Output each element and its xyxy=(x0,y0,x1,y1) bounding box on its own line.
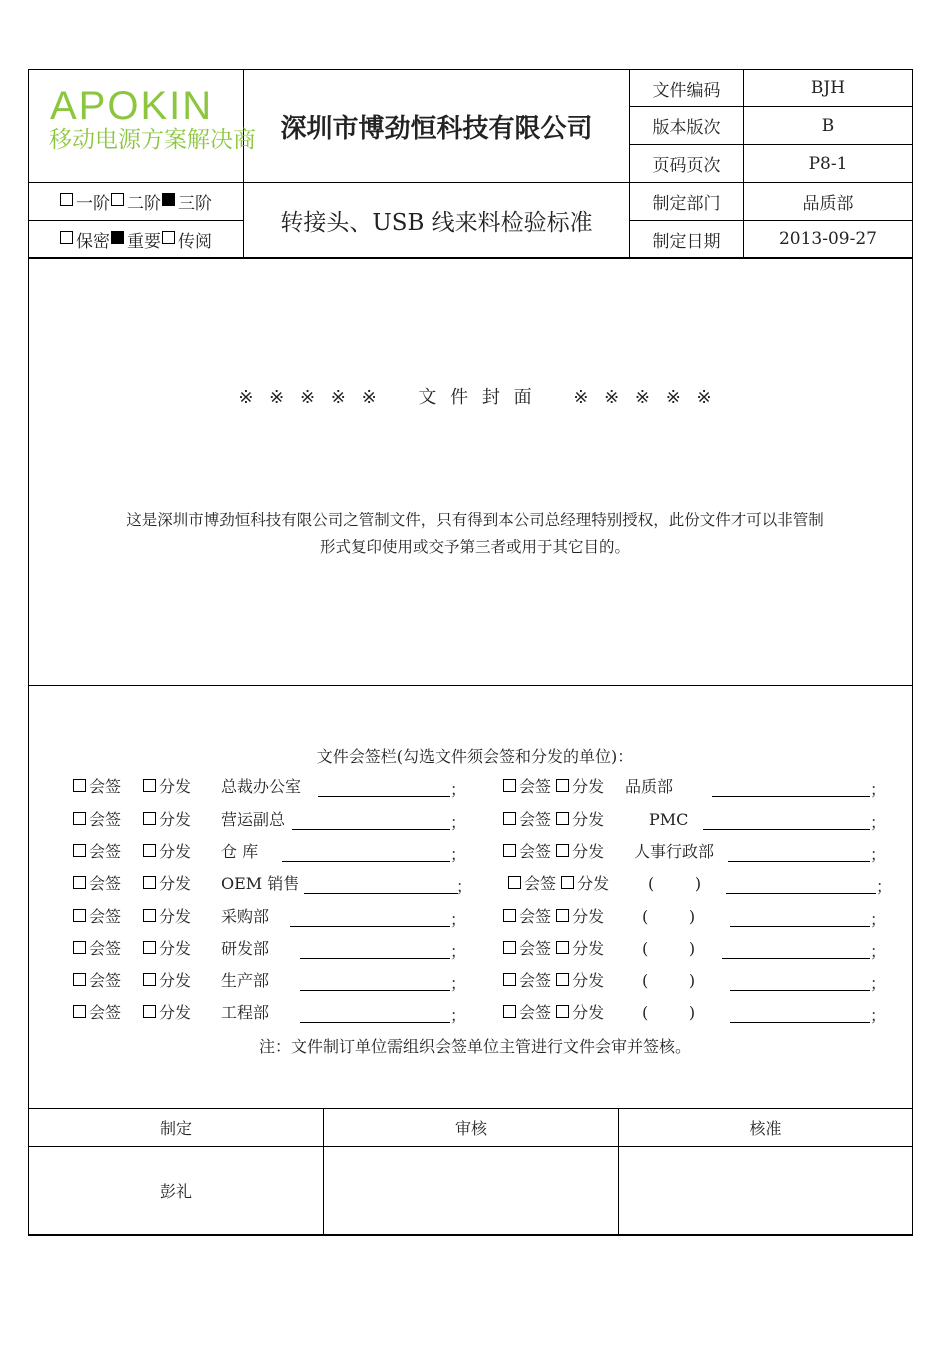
sign-line[interactable] xyxy=(282,861,450,862)
sign-line[interactable] xyxy=(726,893,876,894)
signoff-row-left xyxy=(73,969,121,993)
end-mark: ； xyxy=(870,813,887,832)
approval-value-approve xyxy=(619,1147,912,1234)
end-mark: ； xyxy=(450,942,467,961)
end-mark-right xyxy=(870,778,886,802)
signoff-row-left xyxy=(73,840,121,864)
end-mark: ； xyxy=(870,780,887,799)
end-mark: ； xyxy=(876,877,893,896)
dist-label: 分发 xyxy=(577,874,610,893)
dept-right xyxy=(634,840,714,864)
sign-checkbox[interactable] xyxy=(503,779,516,792)
level-label-2: 二阶 xyxy=(127,194,161,214)
security-label-3: 传阅 xyxy=(178,231,212,252)
dept-label: 采购部 xyxy=(221,907,270,926)
dept-label: 生产部 xyxy=(221,971,270,990)
sign-checkbox[interactable] xyxy=(73,973,86,986)
end-mark: ； xyxy=(870,1006,887,1025)
dist-label: 分发 xyxy=(159,939,192,958)
field-label-date: 制定日期 xyxy=(652,231,721,252)
dist-checkbox[interactable] xyxy=(556,909,569,922)
approval-header-review: 审核 xyxy=(454,1119,487,1138)
sign-checkbox[interactable] xyxy=(73,844,86,857)
dist-label: 分发 xyxy=(572,907,605,926)
dept-label: PMC xyxy=(649,810,689,829)
end-mark: ； xyxy=(450,845,467,864)
end-mark: ； xyxy=(870,974,887,993)
end-mark: ； xyxy=(450,780,467,799)
dept-left xyxy=(221,969,269,993)
dept-label: 人事行政部 xyxy=(634,842,715,861)
dept-right xyxy=(649,808,688,832)
document-title: 转接头、USB 线来料检验标准 xyxy=(280,209,593,236)
sign-line[interactable] xyxy=(300,1022,450,1023)
cover-heading xyxy=(0,383,950,409)
end-mark-right xyxy=(870,908,886,932)
sign-line[interactable] xyxy=(703,829,870,830)
dept-label: ( ) xyxy=(642,907,696,926)
signoff-dist-left xyxy=(143,775,191,799)
dept-label: OEM 销售 xyxy=(221,874,300,893)
sign-line[interactable] xyxy=(730,926,870,927)
sign-label: 会签 xyxy=(524,874,557,893)
dist-label: 分发 xyxy=(572,939,605,958)
dist-label: 分发 xyxy=(572,777,605,796)
dist-label: 分发 xyxy=(572,842,605,861)
dept-left xyxy=(221,775,301,799)
signoff-dist-left xyxy=(143,969,191,993)
signoff-row-right xyxy=(503,905,604,929)
sign-label: 会签 xyxy=(519,939,552,958)
dist-label: 分发 xyxy=(159,874,192,893)
dept-left xyxy=(221,1001,269,1025)
security-checkbox-1[interactable] xyxy=(60,231,73,244)
end-mark-right xyxy=(870,811,886,835)
sign-label: 会签 xyxy=(89,874,122,893)
end-mark: ； xyxy=(450,974,467,993)
sign-checkbox[interactable] xyxy=(73,779,86,792)
dept-left xyxy=(221,937,269,961)
dept-left xyxy=(221,840,258,864)
security-checkbox-2[interactable] xyxy=(111,231,124,244)
signoff-dist-left xyxy=(143,872,191,896)
signoff-dist-left xyxy=(143,1001,191,1025)
dept-right xyxy=(642,937,695,961)
end-mark: ； xyxy=(450,1006,467,1025)
dist-label: 分发 xyxy=(572,1003,605,1022)
sign-label: 会签 xyxy=(89,1003,122,1022)
dept-label: ( ) xyxy=(642,971,696,990)
signoff-note: 注：文件制订单位需组织会签单位主管进行文件会审并签核。 xyxy=(258,1037,691,1056)
signoff-row-left xyxy=(73,775,121,799)
approval-value-review xyxy=(324,1147,618,1234)
sign-checkbox[interactable] xyxy=(503,1005,516,1018)
sign-line[interactable] xyxy=(300,958,450,959)
signoff-row-right xyxy=(508,872,609,896)
level-label-1: 一阶 xyxy=(76,194,110,214)
signoff-dist-left xyxy=(143,808,191,832)
end-mark: ； xyxy=(450,910,467,929)
cover-notice xyxy=(60,507,890,561)
sign-label: 会签 xyxy=(89,777,122,796)
end-mark: ； xyxy=(870,910,887,929)
sign-line[interactable] xyxy=(728,861,870,862)
end-mark-left xyxy=(450,811,466,835)
signoff-row-left xyxy=(73,937,121,961)
dept-label: 营运副总 xyxy=(221,810,286,829)
dist-checkbox[interactable] xyxy=(556,844,569,857)
dist-label: 分发 xyxy=(159,810,192,829)
security-label-1: 保密 xyxy=(76,231,110,252)
dist-checkbox[interactable] xyxy=(143,909,156,922)
sign-line[interactable] xyxy=(730,990,870,991)
dist-checkbox[interactable] xyxy=(556,1005,569,1018)
sign-line[interactable] xyxy=(318,796,450,797)
level-checkbox-3[interactable] xyxy=(162,193,175,206)
signoff-row-right xyxy=(503,969,604,993)
sign-label: 会签 xyxy=(89,907,122,926)
approval-header-approve: 核准 xyxy=(749,1119,782,1138)
security-label-2: 重要 xyxy=(127,231,161,252)
dist-label: 分发 xyxy=(159,842,192,861)
dept-left xyxy=(221,872,299,896)
notice-line-2: 形式复印使用或交予第三者或用于其它目的。 xyxy=(319,538,630,556)
sign-line[interactable] xyxy=(722,958,870,959)
signoff-row-left xyxy=(73,808,121,832)
approval-value-draft: 彭礼 xyxy=(159,1182,192,1201)
security-row xyxy=(29,221,243,257)
sign-label: 会签 xyxy=(519,777,552,796)
signoff-row-right xyxy=(503,1001,604,1025)
dept-label: ( ) xyxy=(642,939,696,958)
end-mark-left xyxy=(450,908,466,932)
signoff-dist-left xyxy=(143,840,191,864)
sign-line[interactable] xyxy=(730,1022,870,1023)
dist-label: 分发 xyxy=(572,971,605,990)
dist-label: 分发 xyxy=(572,810,605,829)
signoff-dist-left xyxy=(143,905,191,929)
dist-checkbox[interactable] xyxy=(143,973,156,986)
end-mark-left xyxy=(450,843,466,867)
dist-checkbox[interactable] xyxy=(143,941,156,954)
dist-label: 分发 xyxy=(159,1003,192,1022)
sign-label: 会签 xyxy=(519,907,552,926)
sign-label: 会签 xyxy=(89,842,122,861)
field-value-page: P8-1 xyxy=(808,153,848,174)
sign-label: 会签 xyxy=(519,971,552,990)
dept-label: 仓 库 xyxy=(221,842,259,861)
cover-title: 文 件 封 面 xyxy=(418,387,532,408)
sign-checkbox[interactable] xyxy=(73,812,86,825)
end-mark-right xyxy=(870,1004,886,1028)
level-checkbox-1[interactable] xyxy=(60,193,73,206)
logo-tagline: 移动电源方案解决商 xyxy=(49,127,256,153)
signoff-title: 文件会签栏(勾选文件须会签和分发的单位)： xyxy=(316,747,634,766)
sign-line[interactable] xyxy=(292,829,450,830)
end-mark-right xyxy=(876,875,892,899)
sign-line[interactable] xyxy=(300,990,450,991)
dist-checkbox[interactable] xyxy=(143,812,156,825)
dist-label: 分发 xyxy=(159,777,192,796)
logo-wordmark: APOKIN xyxy=(50,84,214,128)
dist-checkbox[interactable] xyxy=(556,779,569,792)
field-label-version: 版本版次 xyxy=(652,118,721,138)
dist-label: 分发 xyxy=(159,907,192,926)
signoff-dist-left xyxy=(143,937,191,961)
end-mark-left xyxy=(450,1004,466,1028)
dist-label: 分发 xyxy=(159,971,192,990)
dept-right xyxy=(642,1001,695,1025)
sign-line[interactable] xyxy=(290,926,450,927)
sign-label: 会签 xyxy=(519,842,552,861)
sign-checkbox[interactable] xyxy=(503,909,516,922)
sign-checkbox[interactable] xyxy=(503,973,516,986)
end-mark-right xyxy=(870,972,886,996)
dist-checkbox[interactable] xyxy=(143,844,156,857)
dept-label: 品质部 xyxy=(625,777,674,796)
sign-checkbox[interactable] xyxy=(508,876,521,889)
dist-checkbox[interactable] xyxy=(556,973,569,986)
end-mark-right xyxy=(870,843,886,867)
sign-checkbox[interactable] xyxy=(73,876,86,889)
field-value-date: 2013-09-27 xyxy=(778,229,877,249)
sign-label: 会签 xyxy=(89,810,122,829)
sign-checkbox[interactable] xyxy=(73,1005,86,1018)
sign-checkbox[interactable] xyxy=(73,941,86,954)
dept-left xyxy=(221,905,269,929)
dist-checkbox[interactable] xyxy=(143,779,156,792)
dist-checkbox[interactable] xyxy=(143,876,156,889)
end-mark: ； xyxy=(450,813,467,832)
dept-right xyxy=(625,775,673,799)
field-label-code: 文件编码 xyxy=(652,80,721,101)
signoff-row-right xyxy=(503,937,604,961)
sign-line[interactable] xyxy=(712,796,870,797)
signoff-row-right xyxy=(503,808,604,832)
dist-checkbox[interactable] xyxy=(561,876,574,889)
signoff-row-right xyxy=(503,840,604,864)
field-value-code: BJH xyxy=(810,78,846,98)
end-mark: ； xyxy=(870,942,887,961)
approval-header-draft: 制定 xyxy=(159,1119,192,1138)
field-label-dept: 制定部门 xyxy=(652,194,721,214)
sign-checkbox[interactable] xyxy=(503,812,516,825)
level-row xyxy=(29,183,243,220)
dept-label: 工程部 xyxy=(221,1003,270,1022)
sign-label: 会签 xyxy=(89,939,122,958)
dept-right xyxy=(648,872,701,896)
sign-checkbox[interactable] xyxy=(503,941,516,954)
end-mark-left xyxy=(456,875,472,899)
field-value-version: B xyxy=(821,115,835,136)
signoff-row-left xyxy=(73,1001,121,1025)
dist-checkbox[interactable] xyxy=(556,941,569,954)
dept-left xyxy=(221,808,285,832)
cover-stars-right: ※ ※ ※ ※ ※ xyxy=(573,387,712,408)
dept-label: ( ) xyxy=(642,1003,696,1022)
signoff-row-left xyxy=(73,905,121,929)
sign-label: 会签 xyxy=(519,810,552,829)
end-mark-left xyxy=(450,778,466,802)
level-checkbox-2[interactable] xyxy=(111,193,124,206)
sign-line[interactable] xyxy=(304,893,458,894)
sign-label: 会签 xyxy=(519,1003,552,1022)
dept-right xyxy=(642,905,695,929)
end-mark-right xyxy=(870,940,886,964)
notice-line-1: 这是深圳市博劲恒科技有限公司之管制文件，只有得到本公司总经理特别授权，此份文件才可以非管制 xyxy=(126,511,824,529)
dept-label: 总裁办公室 xyxy=(221,777,302,796)
dist-checkbox[interactable] xyxy=(143,1005,156,1018)
end-mark-left xyxy=(450,972,466,996)
dept-label: 研发部 xyxy=(221,939,270,958)
dept-right xyxy=(642,969,695,993)
security-checkbox-3[interactable] xyxy=(162,231,175,244)
sign-checkbox[interactable] xyxy=(73,909,86,922)
end-mark: ； xyxy=(456,877,473,896)
dept-label: ( ) xyxy=(648,874,702,893)
sign-label: 会签 xyxy=(89,971,122,990)
end-mark: ； xyxy=(870,845,887,864)
field-label-page: 页码页次 xyxy=(652,156,721,176)
level-label-3: 三阶 xyxy=(178,194,212,214)
field-value-dept: 品质部 xyxy=(802,194,854,214)
cover-stars-left: ※ ※ ※ ※ ※ xyxy=(238,387,377,408)
dist-checkbox[interactable] xyxy=(556,812,569,825)
signoff-row-right xyxy=(503,775,604,799)
end-mark-left xyxy=(450,940,466,964)
company-name: 深圳市博劲恒科技有限公司 xyxy=(280,113,593,144)
sign-checkbox[interactable] xyxy=(503,844,516,857)
signoff-row-left xyxy=(73,872,121,896)
